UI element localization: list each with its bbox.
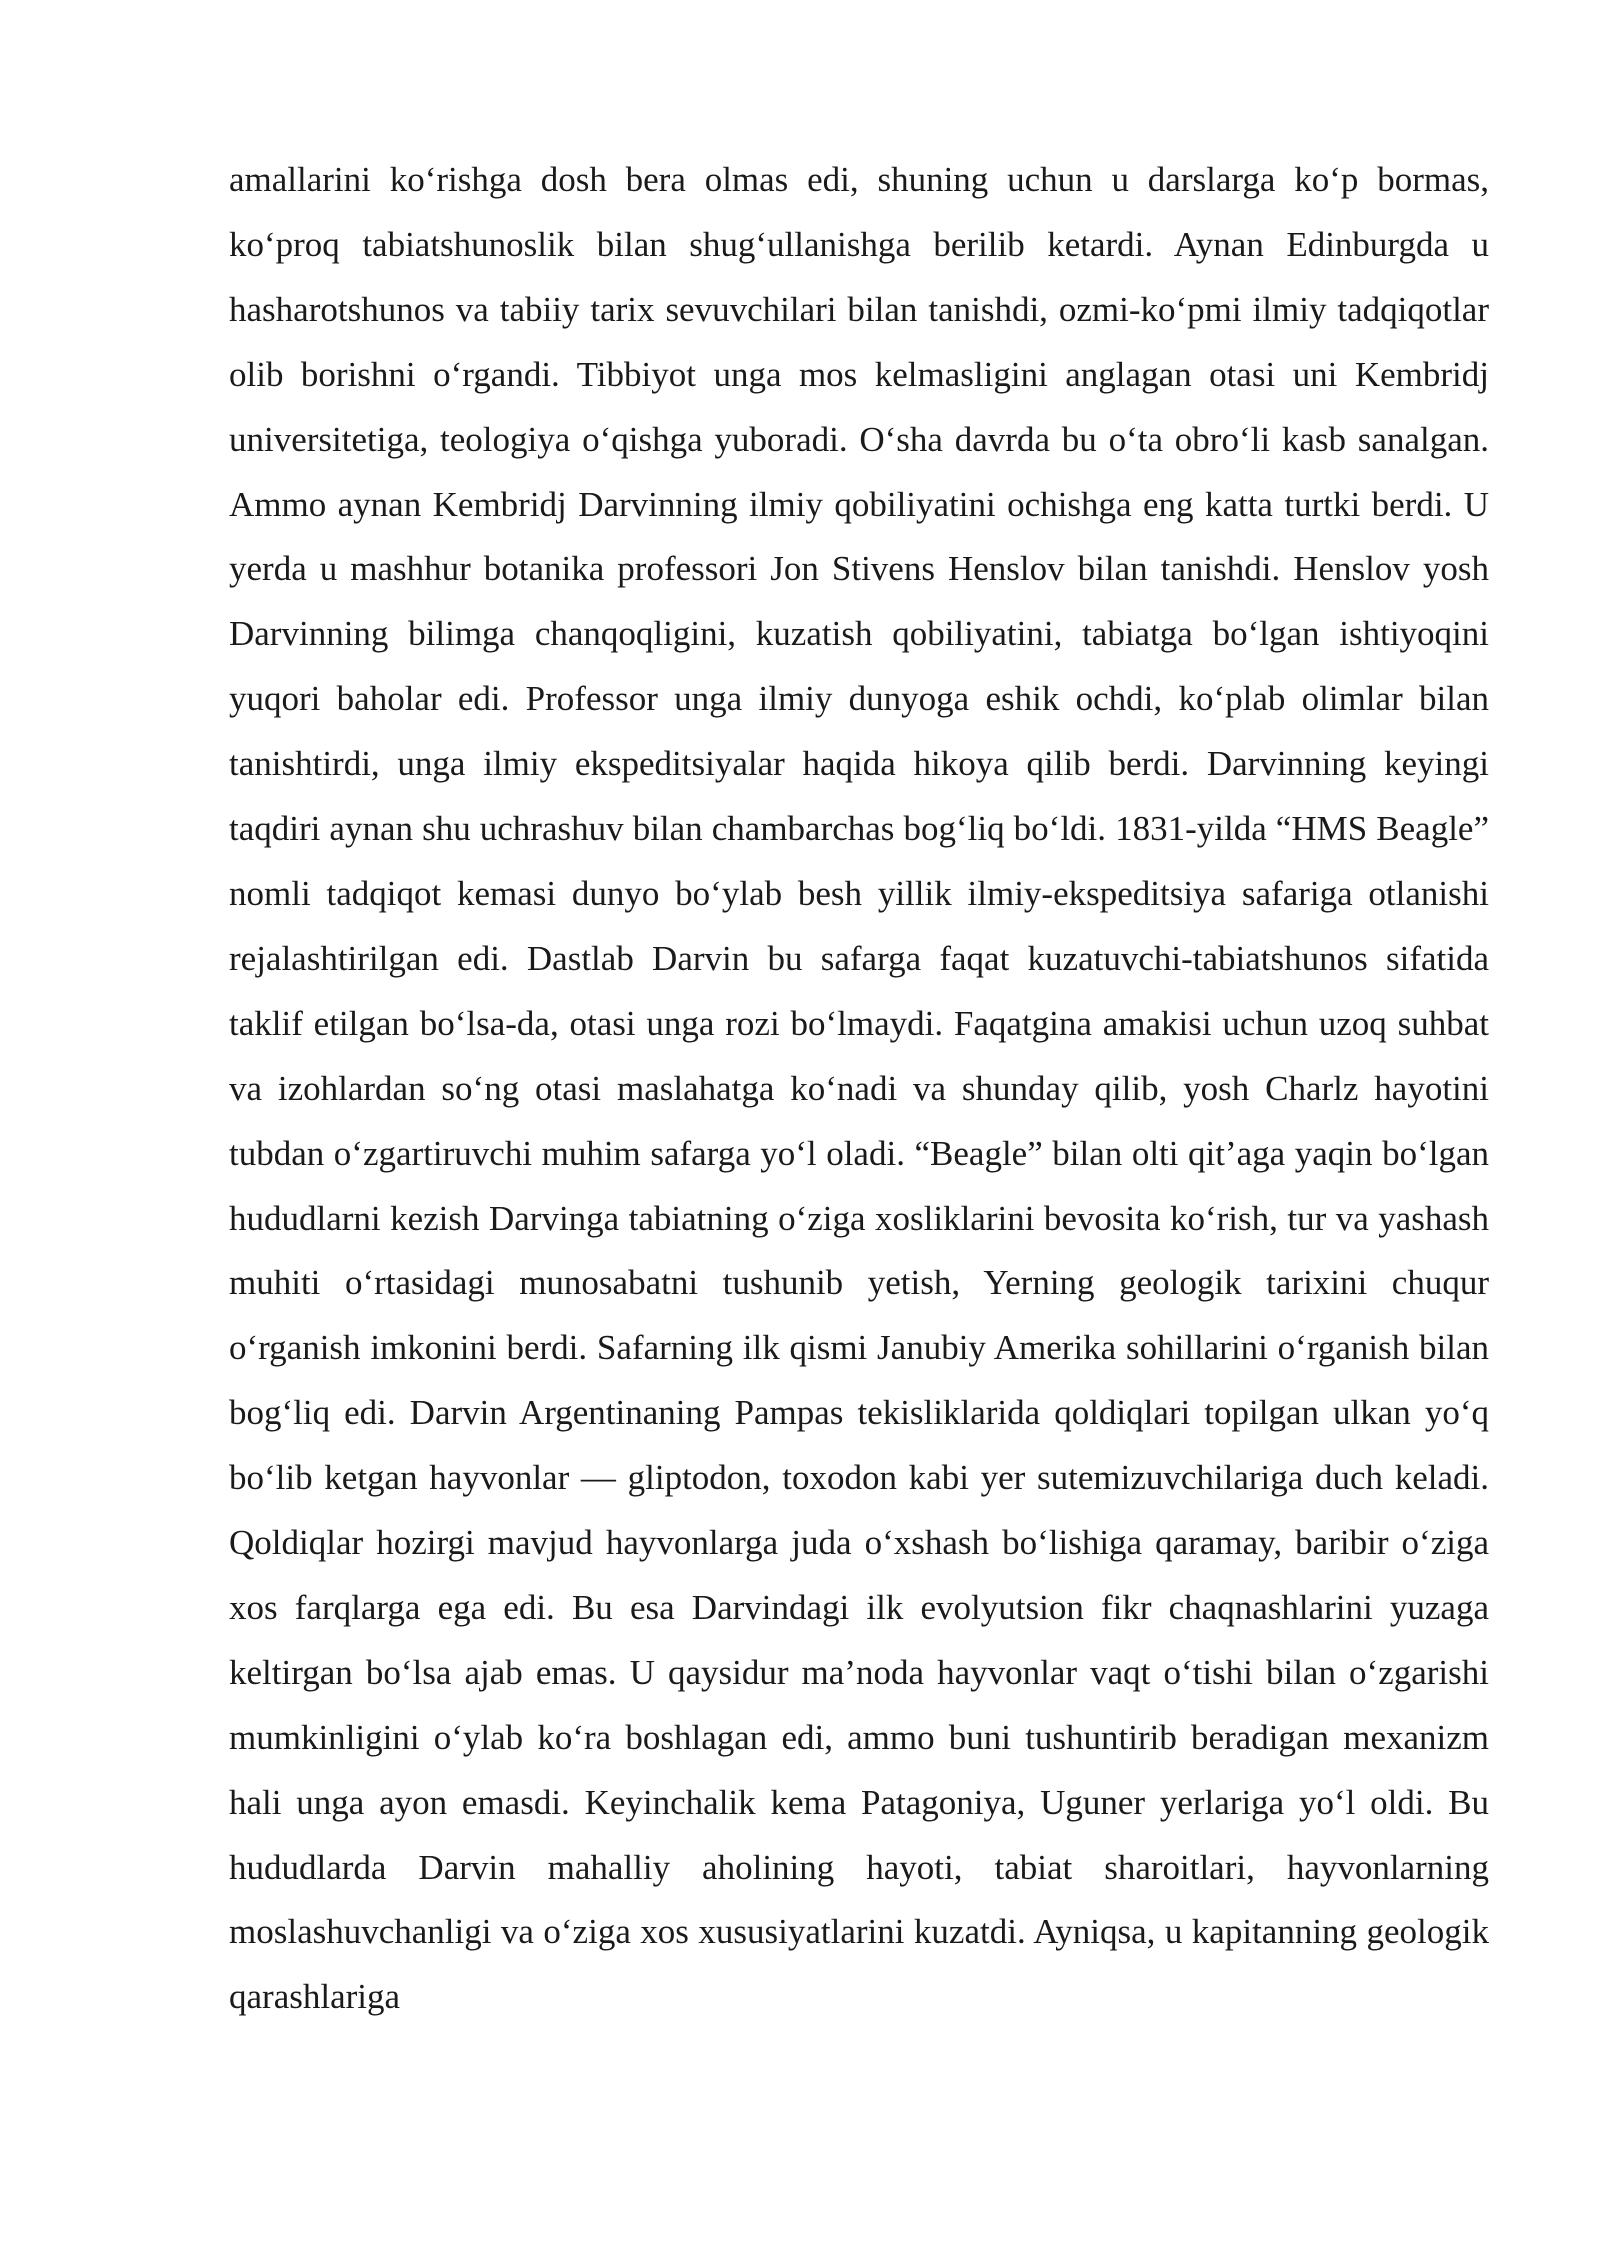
body-paragraph: amallarini ko‘rishga dosh bera olmas edi, shuning uchun u darslarga ko‘p bormas, ko‘proq tabiatshunoslik bilan shug‘ullanishga berilib ketardi. Aynan Edinburgda u hasharotshunos va tabiiy tarix sevuvchilari bilan tanishdi, ozmi-ko‘pmi ilmiy tadqiqotlar olib borishni o‘rgandi. Tibbiyot unga mos kelmasligini anglagan otasi uni Kembridj universitetiga, teologiya o‘qishga yuboradi. O‘sha davrda bu o‘ta obro‘li kasb sanalgan. Ammo aynan Kembridj Darvinning ilmiy qobiliyatini ochishga eng katta turtki berdi. U yerda u mashhur botanika professori Jon Stivens Henslov bilan tanishdi. Henslov yosh Darvinning bilimga chanqoqligini, kuzatish qobiliyatini, tabiatga bo‘lgan ishtiyoqini yuqori baholar edi. Professor unga ilmiy dunyoga eshik ochdi, ko‘plab olimlar bilan tanishtirdi, unga ilmiy ekspeditsiyalar haqida hikoya qilib berdi. Darvinning keyingi taqdiri aynan shu uchrashuv bilan chambarchas bog‘liq bo‘ldi. 1831-yilda “HMS Beagle” nomli tadqiqot kemasi dunyo bo‘ylab besh yillik ilmiy-ekspeditsiya safariga otlanishi rejalashtirilgan edi. Dastlab Darvin bu safarga faqat kuzatuvchi-tabiatshunos sifatida taklif etilgan bo‘lsa-da, otasi unga rozi bo‘lmaydi. Faqatgina amakisi uchun uzoq suhbat va izohlardan so‘ng otasi maslahatga ko‘nadi va shunday qilib, yosh Charlz hayotini tubdan o‘zgartiruvchi muhim safarga yo‘l oladi. “Beagle” bilan olti qit’aga yaqin bo‘lgan hududlarni kezish Darvinga tabiatning o‘ziga xosliklarini bevosita ko‘rish, tur va yashash muhiti o‘rtasidagi munosabatni tushunib yetish, Yerning geologik tarixini chuqur o‘rganish imkonini berdi. Safarning ilk qismi Janubiy Amerika sohillarini o‘rganish bilan bog‘liq edi. Darvin Argentinaning Pampas tekisliklarida qoldiqlari topilgan ulkan yo‘q bo‘lib ketgan hayvonlar — gliptodon, toxodon kabi yer sutemizuvchilariga duch keladi. Qoldiqlar hozirgi mavjud hayvonlarga juda o‘xshash bo‘lishiga qaramay, baribir o‘ziga xos farqlarga ega edi. Bu esa Darvindagi ilk evolyutsion fikr chaqnashlarini yuzaga keltirgan bo‘lsa ajab emas. U qaysidur ma’noda hayvonlar vaqt o‘tishi bilan o‘zgarishi mumkinligini o‘ylab ko‘ra boshlagan edi, ammo buni tushuntirib beradigan mexanizm hali unga ayon emasdi. Keyinchalik kema Patagoniya, Uguner yerlariga yo‘l oldi. Bu hududlarda Darvin mahalliy aholining hayoti, tabiat sharoitlari, hayvonlarning moslashuvchanligi va o‘ziga xos xususiyatlarini kuzatdi. Ayniqsa, u kapitanning geologik qarashlariga (229, 160, 1489, 2017)
